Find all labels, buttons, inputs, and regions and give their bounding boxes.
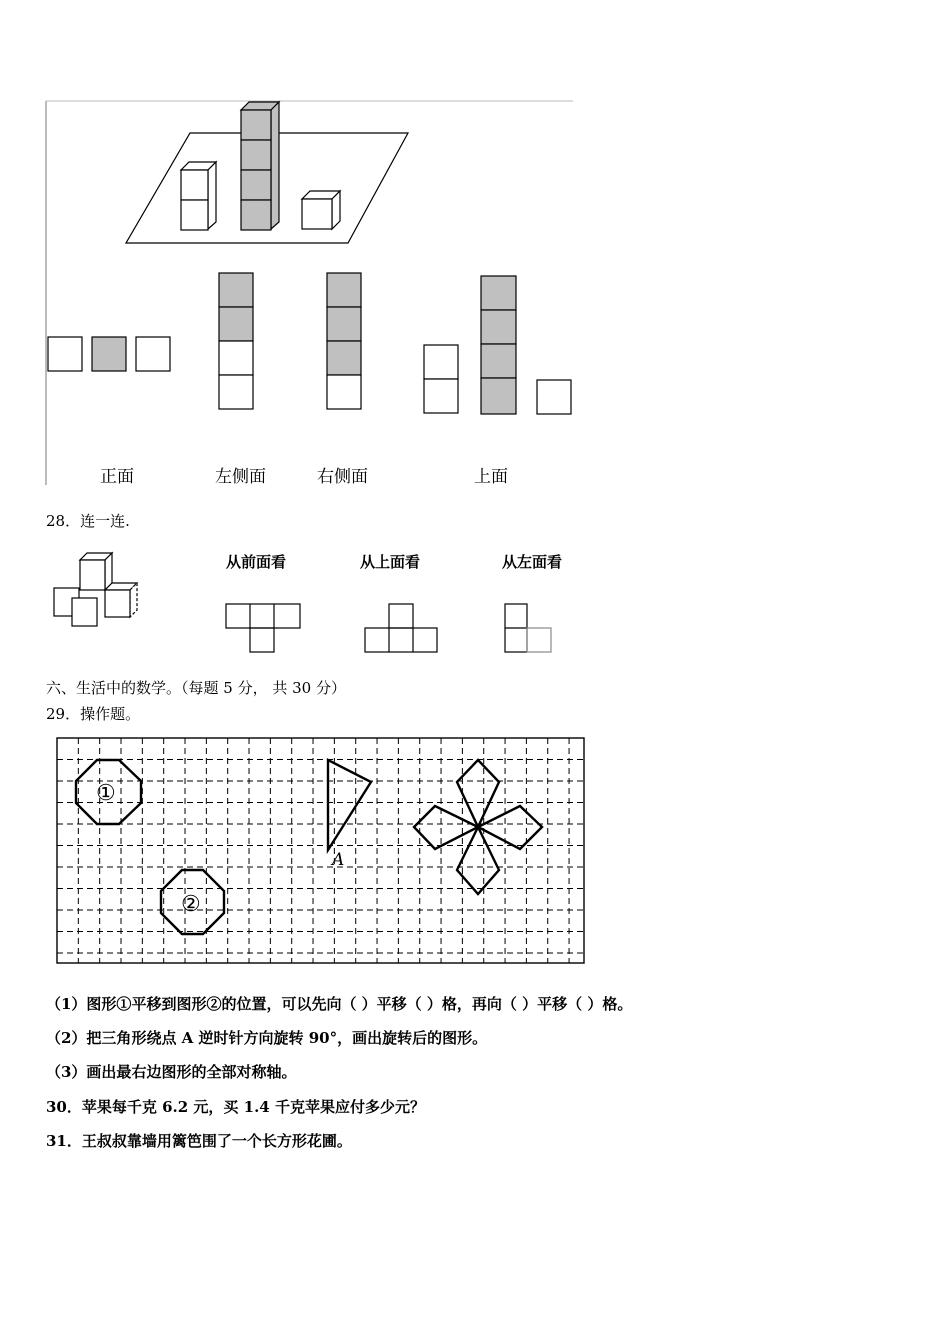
q28-solid-figure xyxy=(50,548,150,630)
octagon-2-label: ② xyxy=(181,892,201,917)
cube-stack-figure xyxy=(40,95,580,495)
octagon-1-label: ① xyxy=(96,781,116,806)
q29-part-3: （3）画出最右边图形的全部对称轴。 xyxy=(46,1063,297,1081)
q30-text: 30．苹果每千克 6.2 元，买 1.4 千克苹果应付多少元？ xyxy=(46,1098,425,1116)
q28-label-top: 从上面看 xyxy=(360,553,421,571)
q28-title: 28．连一连. xyxy=(46,512,130,530)
q31-text: 31．王叔叔靠墙用篱笆围了一个长方形花圃。 xyxy=(46,1132,352,1150)
section6-title: 六、生活中的数学。（每题 5 分， 共 30 分） xyxy=(46,679,346,697)
q29-title: 29．操作题。 xyxy=(46,705,141,723)
q28-view-front xyxy=(222,600,304,656)
q28-label-left: 从左面看 xyxy=(502,553,563,571)
q29-part-2: （2）把三角形绕点 A 逆时针方向旋转 90°，画出旋转后的图形。 xyxy=(46,1029,488,1047)
q28-view-left xyxy=(500,600,556,656)
view-label-left: 左侧面 xyxy=(215,467,266,487)
flower-figure xyxy=(414,760,542,894)
q28-label-front: 从前面看 xyxy=(226,553,287,571)
q29-part-1: （1）图形①平移到图形②的位置，可以先向（ ）平移（ ）格，再向（ ）平移（ ）格。 xyxy=(46,995,633,1013)
q29-grid-figure xyxy=(55,736,587,966)
view-label-front: 正面 xyxy=(100,467,134,487)
view-label-top: 上面 xyxy=(474,467,508,487)
point-a-label: A xyxy=(332,850,345,870)
view-label-right: 右侧面 xyxy=(317,467,368,487)
q28-view-top xyxy=(361,600,441,656)
